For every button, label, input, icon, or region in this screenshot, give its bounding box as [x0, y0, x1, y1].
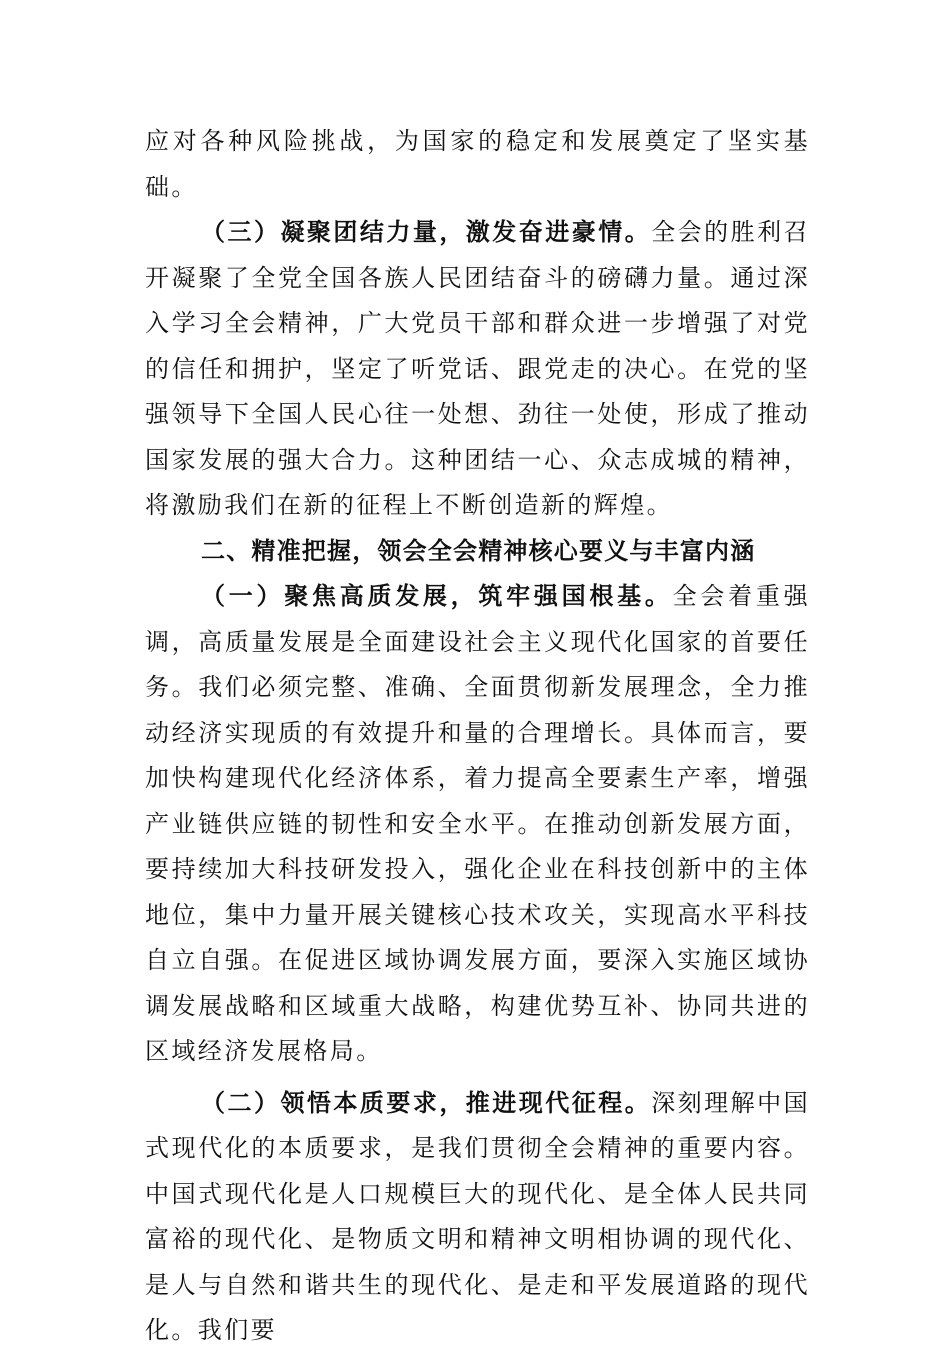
paragraph-section2-item1 — [145, 574, 810, 1075]
paragraph-continuation: 应对各种风险挑战，为国家的稳定和发展奠定了坚实基础。 — [145, 127, 810, 201]
item-lead-heading: （一）聚焦高质发展，筑牢强国根基。 — [201, 582, 673, 610]
item-body-text: 深刻理解中国式现代化的本质要求，是我们贯彻全会精神的重要内容。中国式现代化是人口规模巨大的现代化、是全体人民共同富裕的现代化、是物质文明和精神文明相协调的现代化、是人与自然和谐共生的现代化、是走和平发展道路的现代化。我们要 — [145, 1088, 810, 1344]
item-body-text: 全会的胜利召开凝聚了全党全国各族人民团结奋斗的磅礴力量。通过深入学习全会精神，广大党员干部和群众进一步增强了对党的信任和拥护，坚定了听党话、跟党走的决心。在党的坚强领导下全国人民心往一处想、劲往一处使，形成了推动国家发展的强大合力。这种团结一心、众志成城的精神，将激励我们在新的征程上不断创造新的辉煌。 — [145, 218, 810, 519]
document-body — [145, 119, 810, 1354]
item-lead-heading: （二）领悟本质要求，推进现代征程。 — [201, 1088, 652, 1117]
item-lead-heading: （三）凝聚团结力量，激发奋进豪情。 — [201, 218, 652, 246]
section-heading: 二、精准把握，领会全会精神核心要义与丰富内涵 — [201, 536, 756, 565]
paragraph-section2-item2 — [145, 1081, 810, 1354]
item-body-text: 全会着重强调，高质量发展是全面建设社会主义现代化国家的首要任务。我们必须完整、准确、全面贯彻新发展理念，全力推动经济实现质的有效提升和量的合理增长。具体而言，要加快构建现代化经济体系，着力提高全要素生产率，增强产业链供应链的韧性和安全水平。在推动创新发展方面，要持续加大科技研发投入，强化企业在科技创新中的主体地位，集中力量开展关键核心技术攻关，实现高水平科技自立自强。在促进区域协调发展方面，要深入实施区域协调发展战略和区域重大战略，构建优势互补、协同共进的区域经济发展格局。 — [145, 582, 810, 1065]
paragraph-section1-item3 — [145, 210, 810, 529]
